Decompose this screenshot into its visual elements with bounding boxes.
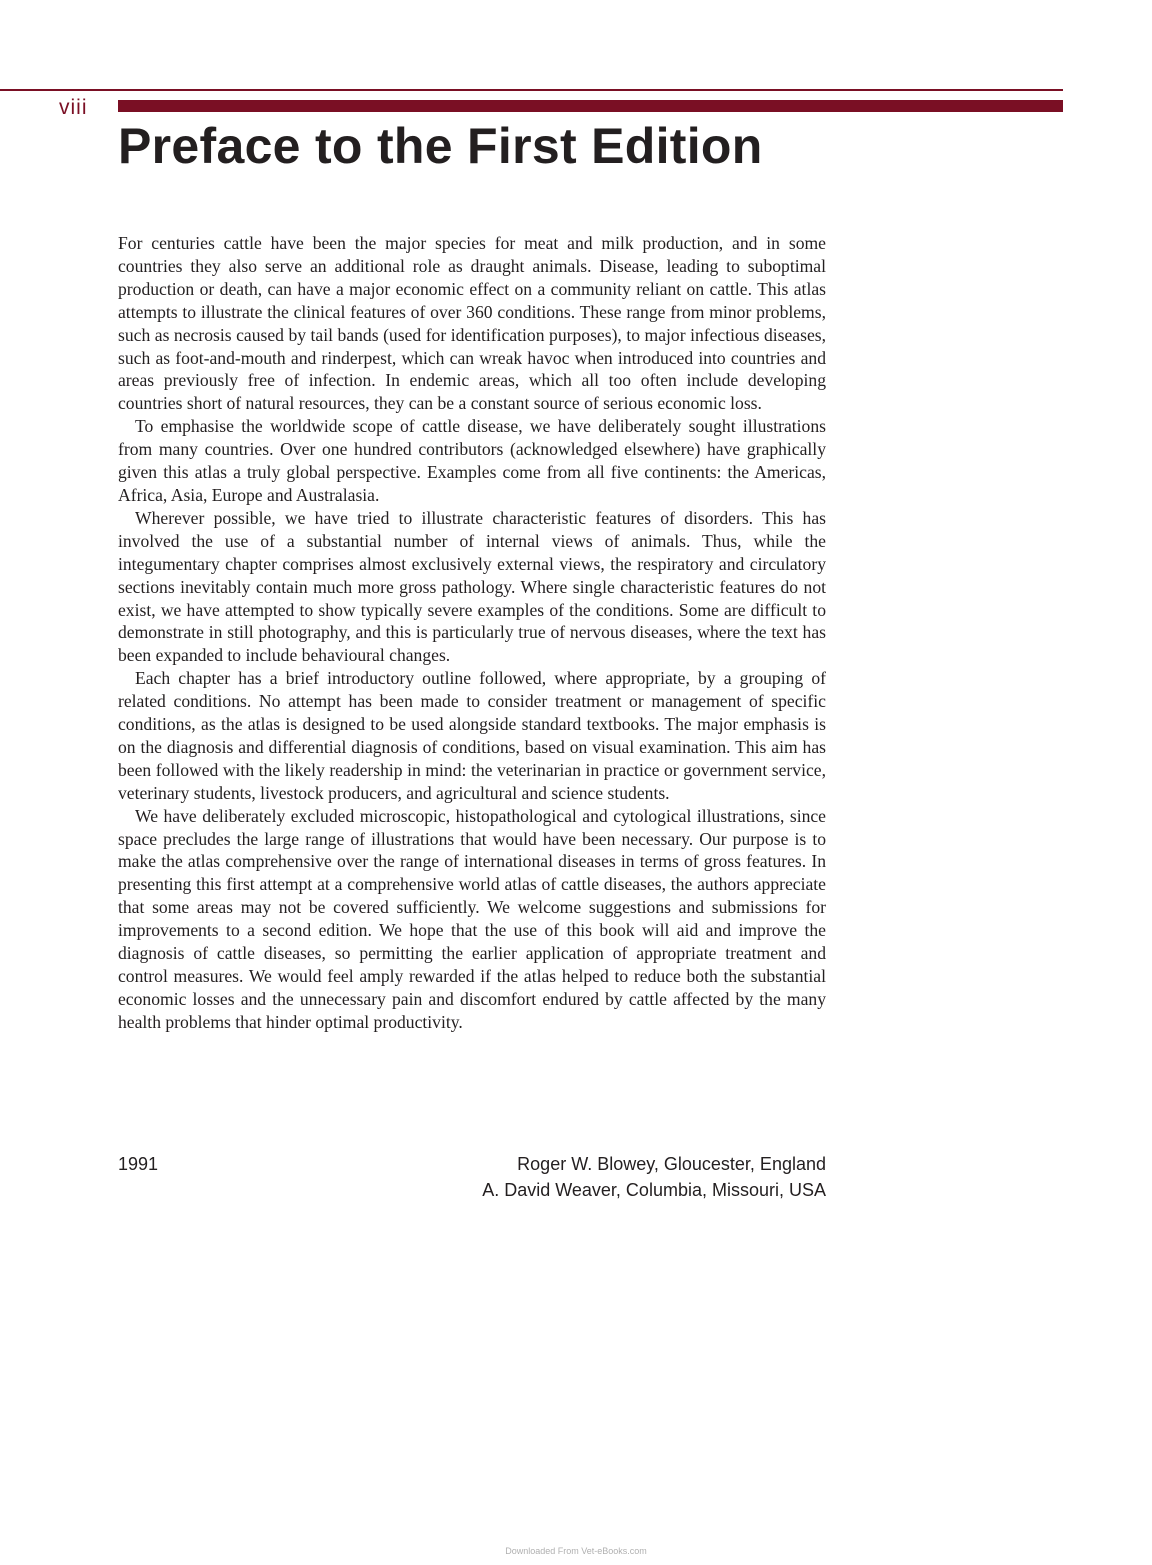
signature-year: 1991 (118, 1154, 159, 1174)
header-rule-thin (0, 89, 1063, 91)
author-1: Roger W. Blowey, Gloucester, England (517, 1154, 826, 1174)
page-title: Preface to the First Edition (118, 118, 763, 174)
header-rule-thick (118, 100, 1063, 112)
page-number: viii (59, 96, 88, 119)
paragraph-1: For centuries cattle have been the major species for meat and milk production, and in some countries they also serve an additional role as draught animals. Disease, leading to suboptimal production or death, can have a major economic effect on a community reliant on cattle. This atlas attempts to illustrate the clinical features of over 360 conditions. These range from minor problems, such as necrosis caused by tail bands (used for identification purposes), to major infectious diseases, such as foot-and-mouth and rinderpest, which can wreak havoc when introduced into countries and areas previously free of infection. In endemic areas, which all too often include developing countries short of natural resources, they can be a constant source of serious economic loss. (118, 233, 826, 414)
signature-authors (482, 1151, 826, 1203)
paragraph-4: Each chapter has a brief introductory outline followed, where appropriate, by a grouping of related conditions. No attempt has been made to consider treatment or management of specific conditions, as the atlas is designed to be used alongside standard textbooks. The major emphasis is on the diagnosis and differential diagnosis of conditions, based on visual examination. This aim has been followed with the likely readership in mind: the veterinarian in practice or government service, veterinary students, livestock producers, and agricultural and science students. (118, 668, 826, 803)
paragraph-2: To emphasise the worldwide scope of cattle disease, we have deliberately sought illustrations from many countries. Over one hundred contributors (acknowledged elsewhere) have graphically given this atlas a truly global perspective. Examples come from all five continents: the Americas, Africa, Asia, Europe and Australasia. (118, 416, 826, 505)
download-footer-note: Downloaded From Vet-eBooks.com (505, 1546, 647, 1556)
paragraph-3: Wherever possible, we have tried to illustrate characteristic features of disorders. This has involved the use of a substantial number of internal views of animals. Thus, while the integumentary chapter comprises almost exclusively external views, the respiratory and circulatory sections inevitably contain much more gross pathology. Where single characteristic features do not exist, we have attempted to show typically severe examples of the conditions. Some are difficult to demonstrate in still photography, and this is particularly true of nervous diseases, where the text has been expanded to include behavioural changes. (118, 507, 826, 666)
preface-body (118, 232, 826, 1034)
author-2: A. David Weaver, Columbia, Missouri, USA (482, 1180, 826, 1200)
paragraph-5: We have deliberately excluded microscopic, histopathological and cytological illustrations, since space precludes the large range of illustrations that would have been necessary. Our purpose is to make the atlas comprehensive over the range of international diseases in terms of gross features. In presenting this first attempt at a comprehensive world atlas of cattle diseases, the authors appreciate that some areas may not be covered sufficiently. We welcome suggestions and submissions for improvements to a second edition. We hope that the use of this book will aid and improve the diagnosis of cattle diseases, so permitting the earlier application of appropriate treatment and control measures. We would feel amply rewarded if the atlas helped to reduce both the substantial economic losses and the unnecessary pain and discomfort endured by cattle affected by the many health problems that hinder optimal productivity. (118, 805, 826, 1032)
